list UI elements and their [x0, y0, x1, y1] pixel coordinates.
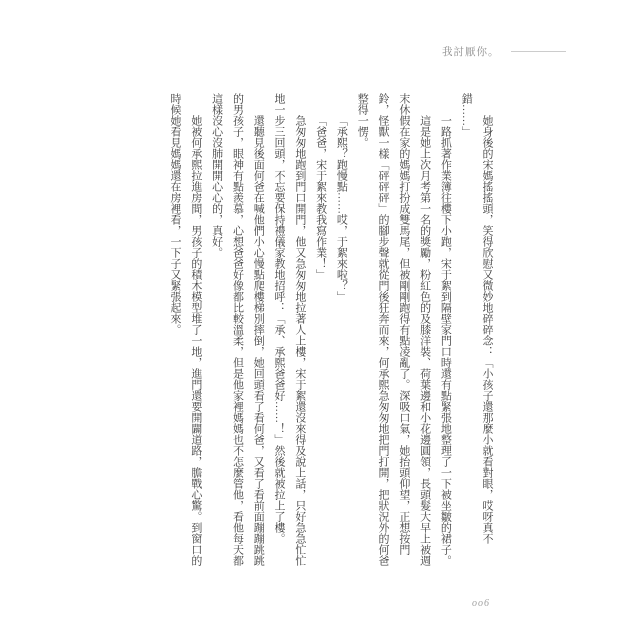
- running-head: [442, 44, 566, 59]
- running-head-title: 我討厭你。: [442, 47, 500, 58]
- paragraph-7: 還聽見後面何爸在喊他們小心慢點爬樓梯別摔倒，她回頭看了看何爸，又看了看前面蹦蹦跳跳的男孩子，眼神有點羨慕，心想爸爸好像都比較溫柔，但是他家裡媽媽也不怎麼管他，看他每天都這樣沒心沒肺開開心心的，真好。: [210, 93, 265, 566]
- paragraph-2: 一路抓著作業簿往樓下小跑，宋于絮到隔壁家門口時還有點緊張地整理了一下被坐皺的裙子。: [439, 115, 452, 566]
- page-number: oo6: [472, 598, 490, 609]
- paragraph-4: 「承熙？跑慢點……哎，于絮來啦？」: [335, 115, 348, 302]
- paragraph-1: 她身後的宋媽搖搖頭，笑得欣慰又微妙地碎碎念：「小孩子還那麼小就看對眼，哎呀真不錯……」: [460, 93, 493, 544]
- paragraph-3: 這是她上次月考第一名的獎勵，粉紅色的及膝洋裝、荷葉邊和小花邊圓領，長頭髮大早上被週末休假在家的媽媽打扮成雙馬尾，但被剛剛跑得有點凌亂了。深吸口氣，她抬頭仰望，正想按門鈴，怪獸一樣「砰砰砰」的腳步聲就從門後狂奔而來，何承熙急匆匆地把門打開，把狀況外的何爸整得一愣。: [356, 93, 431, 566]
- paragraph-5: 「爸爸，宋于絮來教我寫作業！」: [314, 115, 327, 280]
- paragraph-6: 急匆匆地跑到門口開門，他又急匆匆地拉著人上樓，宋于絮還沒來得及說上話，只好急急忙忙地一步三回頭，不忘要保持禮儀家教地招呼：「承、承熙爸爸好……！」然後就被拉上了樓。: [273, 93, 306, 566]
- running-head-rule: [511, 51, 566, 52]
- paragraph-8: 她被何承熙拉進房間，男孩子的積木模型堆了一地，進門還要開闢道路，膽戰心驚。到窗口的時候她看見媽媽還在房裡看，一下子又緊張起來。: [169, 93, 202, 566]
- page-text: [163, 93, 497, 567]
